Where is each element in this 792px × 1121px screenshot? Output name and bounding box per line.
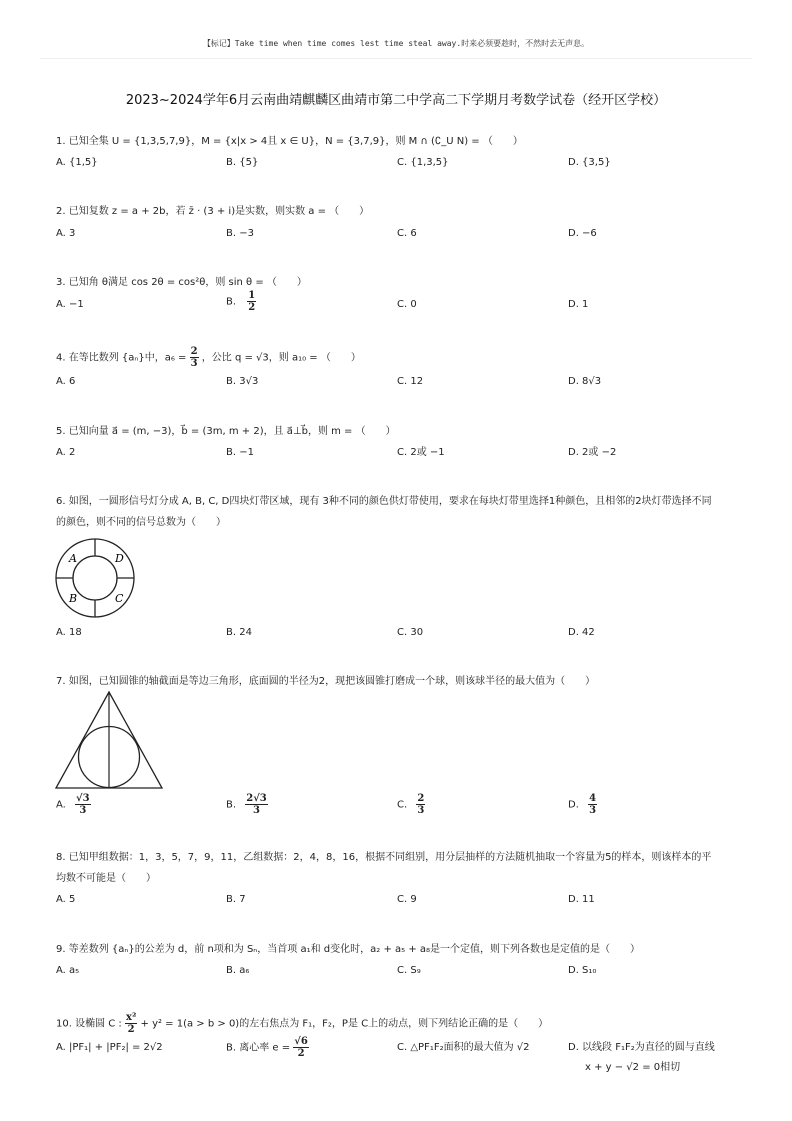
page-title: 2023~2024学年6月云南曲靖麒麟区曲靖市第二中学高二下学期月考数学试卷（经开区学校） xyxy=(125,93,667,108)
q2-option-d: D. −6 xyxy=(568,228,597,239)
q9-option-a: A. a₅ xyxy=(56,965,80,976)
cone-cross-section-figure xyxy=(54,690,166,792)
q3-option-b xyxy=(226,290,256,313)
q9-option-d: D. S₁₀ xyxy=(568,965,597,976)
q1-option-b: B. {5} xyxy=(226,157,259,168)
question-5-stem: 5. 已知向量 a⃗ = (m, −3)，b⃗ = (3m, m + 2)，且 a⃗⊥b⃗，则 m = （ ） xyxy=(56,426,396,437)
q1-option-a: A. {1,5} xyxy=(56,157,98,168)
q3-option-a: A. −1 xyxy=(56,299,84,310)
question-8-stem-line1: 8. 已知甲组数据：1，3，5，7，9，11，乙组数据：2，4，8，16，根据不同组别，用分层抽样的方法随机抽取一个容量为5的样本，则该样本的平 xyxy=(56,852,712,863)
q2-option-a: A. 3 xyxy=(56,228,76,239)
q10-fraction: $\frac{\text{x²}}{2}$ xyxy=(125,1012,137,1035)
q4-option-b: B. 3√3 xyxy=(226,376,259,387)
q6-option-c: C. 30 xyxy=(397,627,424,638)
page-header: 【标记】Take time when time comes lest time steal away.时来必须要趁时，不然时去无声息。 xyxy=(202,39,590,48)
region-label-d: D xyxy=(115,552,124,565)
q1-option-c: C. {1,3,5} xyxy=(397,157,449,168)
q4-fraction: $\frac{2}{3}$ xyxy=(190,346,198,369)
q6-option-b: B. 24 xyxy=(226,627,252,638)
q5-option-b: B. −1 xyxy=(226,447,254,458)
inner-circle xyxy=(73,556,117,600)
question-2-stem: 2. 已知复数 z = a + 2b，若 z̄ · (3 + i)是实数，则实数 a = （ ） xyxy=(56,206,370,217)
q10-option-b: B. 离心率 e = $\frac{√6}{2}$ xyxy=(226,1036,308,1059)
q6-option-d: D. 42 xyxy=(568,627,595,638)
question-4-stem: 4. 在等比数列 {aₙ}中，a₆ = $\frac{2}{3}$ ，公比 q = √3，则 a₁₀ = （ ） xyxy=(56,346,361,369)
header-divider xyxy=(40,58,752,59)
q3-option-b-fraction: $\frac{1}{2}$ xyxy=(248,290,256,313)
q10-option-c: C. △PF₁F₂面积的最大值为 √2 xyxy=(397,1042,530,1053)
q7-option-c: C. $\frac{2}{3}$ xyxy=(397,793,425,816)
region-label-a: A xyxy=(69,552,77,565)
q7-option-d: D. $\frac{4}{3}$ xyxy=(568,793,597,816)
q4-option-c: C. 12 xyxy=(397,376,424,387)
q4-option-a: A. 6 xyxy=(56,376,76,387)
q5-option-c: C. 2或 −1 xyxy=(397,447,445,458)
q7-option-b: B. $\frac{2√3}{3}$ xyxy=(226,793,267,816)
question-3-stem: 3. 已知角 θ满足 cos 2θ = cos²θ，则 sin θ = （ ） xyxy=(56,277,307,288)
q5-option-a: A. 2 xyxy=(56,447,76,458)
q10-option-d-line2: x + y − √2 = 0相切 xyxy=(585,1062,681,1073)
q2-option-c: C. 6 xyxy=(397,228,417,239)
region-label-b: B xyxy=(69,592,78,605)
q8-option-d: D. 11 xyxy=(568,894,595,905)
q3-option-d: D. 1 xyxy=(568,299,589,310)
q2-option-b: B. −3 xyxy=(226,228,254,239)
q4-option-d: D. 8√3 xyxy=(568,376,602,387)
q9-option-c: C. S₉ xyxy=(397,965,421,976)
question-9-stem: 9. 等差数列 {aₙ}的公差为 d，前 n项和为 Sₙ，当首项 a₁和 d变化时，a₂ + a₅ + a₈是一个定值，则下列各数也是定值的是（ ） xyxy=(56,944,641,955)
question-10-stem: 10. 设椭圆 C : $\frac{\text{x²}}{2}$ + y² = 1(a > b > 0)的左右焦点为 F₁，F₂，P是 C上的动点，则下列结论正确的是（ ） xyxy=(56,1012,549,1035)
signal-light-figure xyxy=(52,535,138,621)
question-1-stem: 1. 已知全集 U = {1,3,5,7,9}，M = {x|x > 4且 x ∈ U}，N = {3,7,9}，则 M ∩ (∁_U N) = （ ） xyxy=(56,136,523,147)
q3-option-b-label: B. xyxy=(226,296,237,308)
q8-option-a: A. 5 xyxy=(56,894,76,905)
q7-option-a: A. $\frac{√3}{3}$ xyxy=(56,793,90,816)
q6-option-a: A. 18 xyxy=(56,627,82,638)
question-7-stem: 7. 如图，已知圆锥的轴截面是等边三角形，底面圆的半径为2，现把该圆锥打磨成一个球，则该球半径的最大值为（ ） xyxy=(56,676,596,687)
q10-option-d-line1: D. 以线段 F₁F₂为直径的圆与直线 xyxy=(568,1042,715,1053)
question-8-stem-line2: 均数不可能是（ ） xyxy=(56,873,156,884)
q8-option-b: B. 7 xyxy=(226,894,246,905)
region-label-c: C xyxy=(115,592,124,605)
q3-option-c: C. 0 xyxy=(397,299,417,310)
q1-option-d: D. {3,5} xyxy=(568,157,611,168)
question-6-stem-line2: 的颜色，则不同的信号总数为（ ） xyxy=(56,517,226,528)
question-6-stem-line1: 6. 如图，一圆形信号灯分成 A, B, C, D四块灯带区域，现有 3种不同的颜色供灯带使用，要求在每块灯带里选择1种颜色，且相邻的2块灯带选择不同 xyxy=(56,496,712,507)
q9-option-b: B. a₆ xyxy=(226,965,250,976)
q10-option-a: A. |PF₁| + |PF₂| = 2√2 xyxy=(56,1042,163,1053)
q8-option-c: C. 9 xyxy=(397,894,417,905)
q5-option-d: D. 2或 −2 xyxy=(568,447,617,458)
